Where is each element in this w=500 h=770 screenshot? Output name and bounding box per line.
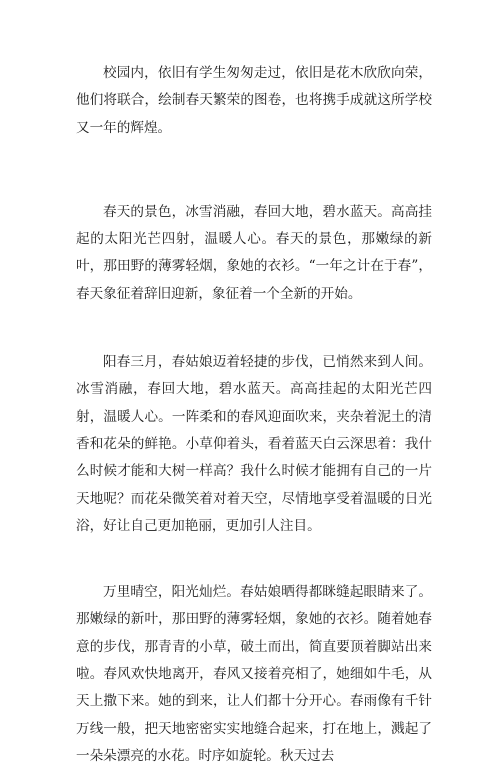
document-body — [76, 60, 432, 770]
paragraph-march: 阳春三月，春姑娘迈着轻捷的步伐，已悄然来到人间。冰雪消融，春回大地，碧水蓝天。高高挂起的太阳光芒四射，温暖人心。一阵柔和的春风迎面吹来，夹杂着泥土的清香和花朵的鲜艳。小草仰着头，看着蓝天白云深思着：我什么时候才能和大树一样高？我什么时候才能拥有自己的一片天地呢？而花朵微笑着对着天空，尽情地享受着温暖的日光浴，好让自己更加艳丽，更加引人注目。 — [76, 354, 432, 534]
paragraph-campus: 校园内，依旧有学生匆匆走过，依旧是花木欣欣向荣，他们将联合，绘制春天繁荣的图卷，也将携手成就这所学校又一年的辉煌。 — [76, 65, 432, 136]
paragraph-clear-sky: 万里晴空，阳光灿烂。春姑娘晒得都眯缝起眼睛来了。那嫩绿的新叶，那田野的薄雾轻烟，象她的衣衫。随着她春意的步伐，那青青的小草，破土而出，简直要顶着脚站出来啦。春风欢快地离开，春风又接着亮相了，她细如牛毛，从天上撒下来。她的到来，让人们都十分开心。春雨像有千针万线一般，把天地密密实实地缝合起来，打在地上，溅起了一朵朵漂亮的水花。时序如旋轮。秋天过去 — [76, 584, 432, 764]
paragraph-spring-scenery: 春天的景色，冰雪消融，春回大地，碧水蓝天。高高挂起的太阳光芒四射，温暖人心。春天的景色，那嫩绿的新叶，那田野的薄雾轻烟，象她的衣衫。“一年之计在于春”，春天象征着辞旧迎新，象征着一个全新的开始。 — [76, 203, 432, 302]
